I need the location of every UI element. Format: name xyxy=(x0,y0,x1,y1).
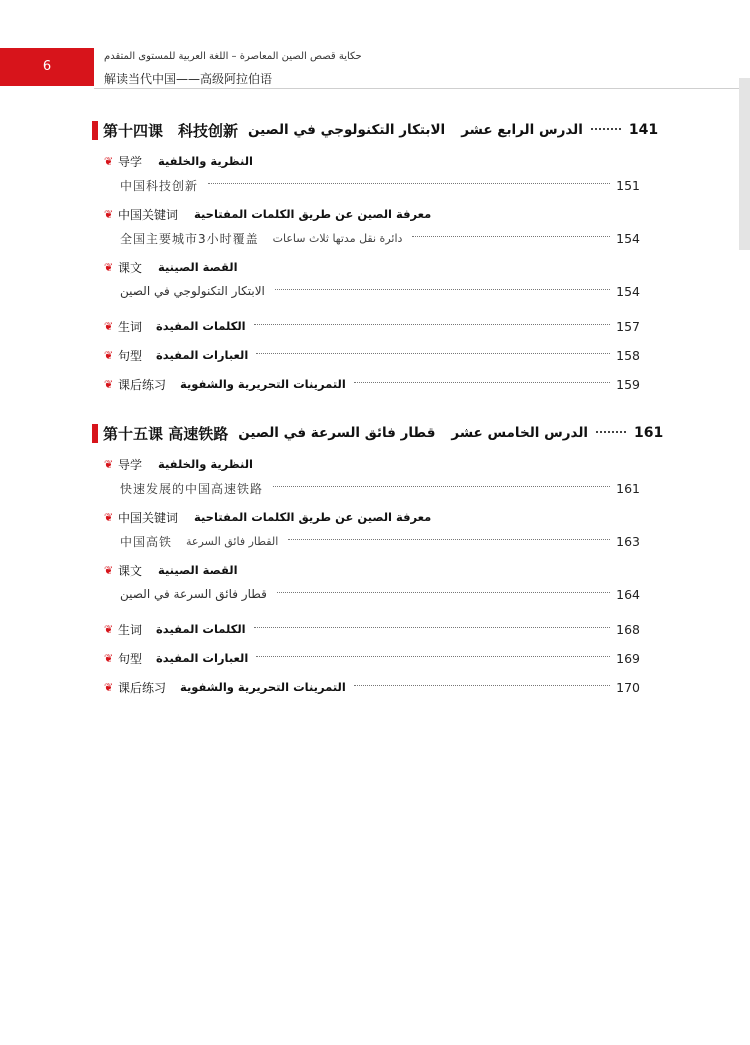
section-label-chinese: 生词 xyxy=(118,319,143,334)
section-label-chinese: 课后练习 xyxy=(118,377,167,392)
section-keywords xyxy=(104,204,431,224)
flower-icon: ❦ xyxy=(104,348,114,362)
section-text xyxy=(104,257,238,277)
toc-entry-keywords[interactable] xyxy=(120,531,640,551)
dot-leader xyxy=(596,431,626,433)
flower-icon: ❦ xyxy=(104,622,114,636)
section-keywords xyxy=(104,507,431,527)
page-ref: 168 xyxy=(616,621,640,637)
section-label-arabic: القصة الصينية xyxy=(158,260,238,274)
dot-leader xyxy=(591,128,621,130)
dot-leader xyxy=(208,183,610,184)
section-label-chinese: 课文 xyxy=(118,260,143,275)
red-marker xyxy=(92,121,98,140)
page-number-tab xyxy=(0,48,94,86)
lesson-title-arabic: قطار فائق السرعة في الصين xyxy=(238,425,436,441)
page-ref: 141 xyxy=(628,122,659,138)
toc-entry-text[interactable] xyxy=(120,281,640,301)
section-intro xyxy=(104,151,253,171)
lesson-title-chinese: 第十五课 高速铁路 xyxy=(103,424,229,443)
toc-entry-exercises[interactable] xyxy=(104,677,640,697)
dot-leader xyxy=(273,486,610,487)
dot-leader xyxy=(354,382,610,383)
section-label-chinese: 导学 xyxy=(118,457,143,472)
flower-icon: ❦ xyxy=(104,510,114,524)
page-ref: 158 xyxy=(616,347,640,363)
section-label-arabic: العبارات المفيدة xyxy=(156,651,249,665)
section-label-chinese: 生词 xyxy=(118,622,143,637)
lesson-title-arabic: الابتكار التكنولوجي في الصين xyxy=(248,122,446,138)
section-label-arabic: النظرية والخلفية xyxy=(158,154,253,168)
entry-title: الابتكار التكنولوجي في الصين xyxy=(120,284,265,298)
section-label-arabic: التمرينات التحريرية والشفوية xyxy=(180,680,346,694)
dot-leader xyxy=(275,289,610,290)
toc-entry-patterns[interactable] xyxy=(104,648,640,668)
lesson-14-heading[interactable] xyxy=(92,118,659,142)
running-header-chinese: 解读当代中国——高级阿拉伯语 xyxy=(104,72,273,86)
flower-icon: ❦ xyxy=(104,207,114,221)
page-ref: 154 xyxy=(616,283,640,299)
flower-icon: ❦ xyxy=(104,457,114,471)
entry-title-arabic: دائرة نقل مدتها ثلاث ساعات xyxy=(272,231,403,245)
page-ref: 157 xyxy=(616,318,640,334)
toc-entry-vocab[interactable] xyxy=(104,316,640,336)
entry-title: 中国科技创新 xyxy=(120,178,199,193)
entry-title: قطار فائق السرعة في الصين xyxy=(120,587,267,601)
section-label-arabic: الكلمات المفيدة xyxy=(156,622,246,636)
page-ref: 170 xyxy=(616,679,640,695)
side-margin-bar xyxy=(739,78,750,250)
section-label-chinese: 导学 xyxy=(118,154,143,169)
dot-leader xyxy=(256,353,610,354)
section-label-chinese: 中国关键词 xyxy=(118,510,179,525)
toc-entry-patterns[interactable] xyxy=(104,345,640,365)
toc-entry-intro[interactable] xyxy=(120,478,640,498)
page-ref: 164 xyxy=(616,586,640,602)
section-label-arabic: النظرية والخلفية xyxy=(158,457,253,471)
toc-entry-intro[interactable] xyxy=(120,175,640,195)
dot-leader xyxy=(256,656,610,657)
page-ref: 161 xyxy=(634,425,664,441)
flower-icon: ❦ xyxy=(104,563,114,577)
section-label-chinese: 课文 xyxy=(118,563,143,578)
lesson-number-arabic: الدرس الرابع عشر xyxy=(461,122,583,138)
dot-leader xyxy=(354,685,610,686)
flower-icon: ❦ xyxy=(104,377,114,391)
page-ref: 159 xyxy=(616,376,640,392)
section-label-arabic: التمرينات التحريرية والشفوية xyxy=(180,377,346,391)
section-label-arabic: العبارات المفيدة xyxy=(156,348,249,362)
section-label-chinese: 课后练习 xyxy=(118,680,167,695)
flower-icon: ❦ xyxy=(104,154,114,168)
dot-leader xyxy=(254,324,611,325)
flower-icon: ❦ xyxy=(104,651,114,665)
page-ref: 154 xyxy=(616,230,640,246)
entry-title: 中国高铁 xyxy=(120,534,173,549)
flower-icon: ❦ xyxy=(104,319,114,333)
section-intro xyxy=(104,454,253,474)
page-ref: 161 xyxy=(616,480,640,496)
section-label-arabic: القصة الصينية xyxy=(158,563,238,577)
toc-entry-exercises[interactable] xyxy=(104,374,640,394)
section-label-chinese: 句型 xyxy=(118,651,143,666)
header-divider xyxy=(94,88,750,89)
entry-title: 快速发展的中国高速铁路 xyxy=(120,481,264,496)
toc-entry-vocab[interactable] xyxy=(104,619,640,639)
running-header-arabic: حكاية قصص الصين المعاصرة – اللغة العربية للمستوى المتقدم xyxy=(104,51,362,62)
entry-title-arabic: القطار فائق السرعة xyxy=(186,534,279,548)
lesson-15-heading[interactable] xyxy=(92,421,664,445)
toc-entry-keywords[interactable] xyxy=(120,228,640,248)
page-ref: 169 xyxy=(616,650,640,666)
page-number: 6 xyxy=(42,59,52,74)
lesson-title-chinese: 第十四课 科技创新 xyxy=(103,121,239,140)
section-label-chinese: 句型 xyxy=(118,348,143,363)
lesson-number-arabic: الدرس الخامس عشر xyxy=(451,425,589,441)
dot-leader xyxy=(288,539,610,540)
flower-icon: ❦ xyxy=(104,260,114,274)
entry-title: 全国主要城市3小时覆盖 xyxy=(120,231,259,246)
dot-leader xyxy=(254,627,611,628)
dot-leader xyxy=(277,592,610,593)
toc-entry-text[interactable] xyxy=(120,584,640,604)
page-ref: 163 xyxy=(616,533,640,549)
section-label-arabic: الكلمات المفيدة xyxy=(156,319,246,333)
red-marker xyxy=(92,424,98,443)
section-label-arabic: معرفة الصين عن طريق الكلمات المفتاحية xyxy=(194,207,432,221)
page-ref: 151 xyxy=(616,177,640,193)
section-text xyxy=(104,560,238,580)
section-label-arabic: معرفة الصين عن طريق الكلمات المفتاحية xyxy=(194,510,432,524)
flower-icon: ❦ xyxy=(104,680,114,694)
dot-leader xyxy=(412,236,610,237)
section-label-chinese: 中国关键词 xyxy=(118,207,179,222)
